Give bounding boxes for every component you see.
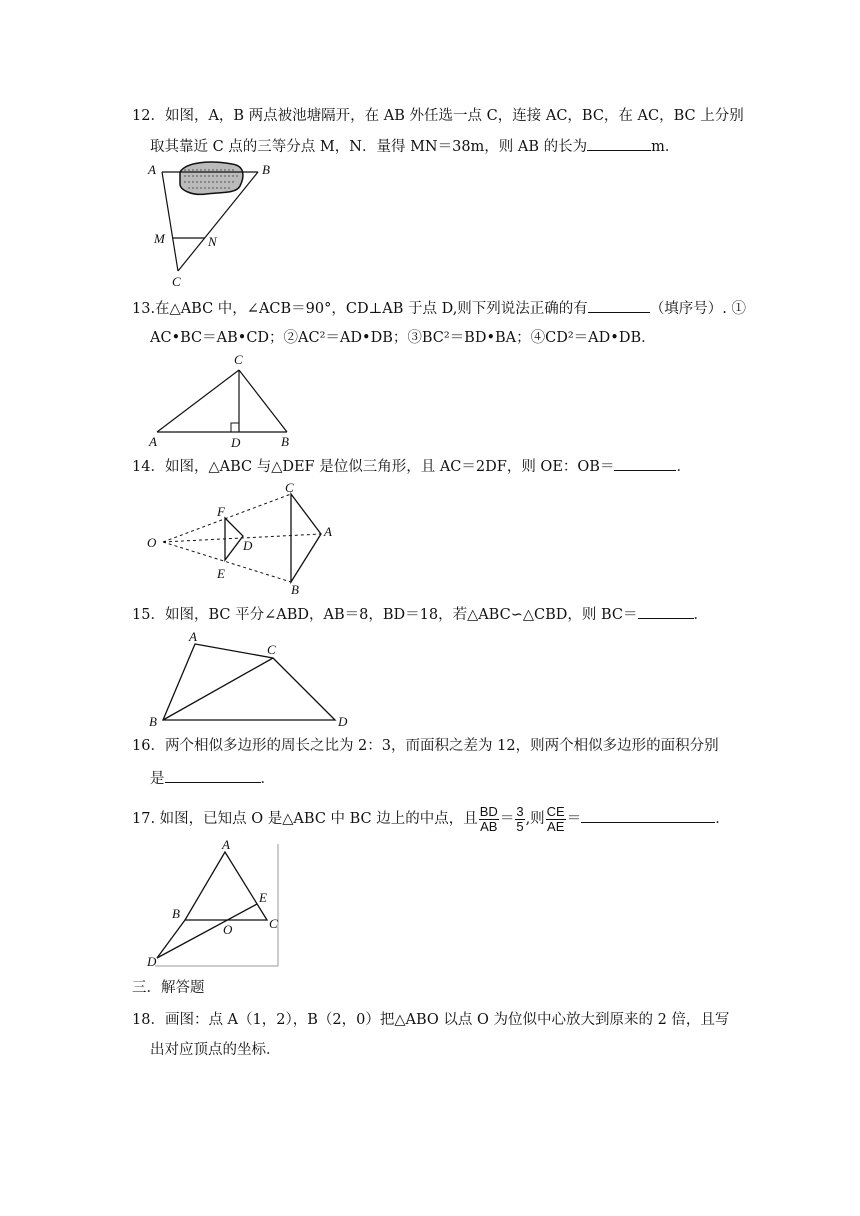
label-C: C [285,480,294,495]
q16-line2-tail: ． [260,771,275,787]
triangle-ABC [185,852,267,920]
frac2-numerator: 3 [516,803,524,819]
q18-line2: 出对应顶点的坐标． [150,1042,281,1058]
q16-line2 [150,768,275,789]
triangle-ABC [291,494,321,582]
label-C: C [172,274,181,289]
label-C: C [269,916,278,931]
q15-line1-text: 15．如图，BC 平分∠ABD，AB＝8，BD＝18，若△ABC∽△CBD，则 BC＝ [132,607,638,623]
q14-line1-tail: ． [676,459,691,475]
frac1-numerator: BD [479,803,498,819]
fraction-CE-AE [546,805,566,834]
label-D: D [338,714,348,729]
segment-AC [162,172,178,271]
q14-answer-blank[interactable] [614,456,676,471]
q16-line1: 16．两个相似多边形的周长之比为 2：3，而面积之差为 12，则两个相似多边形的面积分别 [132,738,719,754]
section-heading: 三．解答题 [132,980,205,996]
q17-text: 17. 如图，已知点 O 是△ABC 中 BC 边上的中点，且 [132,811,478,827]
label-B: B [172,906,180,921]
label-A: A [222,837,230,852]
segment-BC [163,658,273,720]
label-O: O [223,922,233,937]
label-E: E [259,890,267,905]
label-D: D [147,954,157,969]
label-C: C [234,352,243,367]
label-O: O [147,535,157,550]
q13-answer-blank[interactable] [588,298,650,313]
q14-line1 [132,456,691,477]
label-B: B [149,714,157,729]
frac3-numerator: CE [546,803,565,819]
q12-line2-unit: m． [651,139,680,155]
equals-sign-2: ＝ [566,811,582,827]
q12-answer-blank[interactable] [587,136,651,151]
label-B: B [291,582,299,597]
q13-line2: AC•BC＝AB•CD；②AC²＝AD•DB；③BC²＝BD•BA；④CD²＝AD•DB． [150,330,656,346]
label-A: A [324,524,332,539]
q18-line1: 18．画图：点 A（1，2），B（2，0）把△ABO 以点 O 为位似中心放大到原来的 2 倍，且写 [132,1012,730,1028]
frac2-denominator: 5 [516,818,524,834]
label-A: A [149,434,157,449]
fraction-3-5 [515,805,524,834]
frac1-denominator: AB [480,818,498,834]
q15-line1 [132,604,708,625]
label-D: D [231,435,241,450]
quadrilateral-ABDC [163,644,335,720]
label-F: F [217,504,225,519]
q17-end: ． [715,811,730,827]
label-A: A [148,162,156,177]
label-B: B [262,162,270,177]
triangle-DEF [225,518,243,560]
label-E: E [217,566,225,581]
q12-line2 [150,136,679,157]
q13-line1 [132,298,746,319]
frac3-denominator: AE [547,818,565,834]
q17-line1 [132,802,730,836]
q17-comma: ,则 [525,811,545,827]
q16-answer-blank[interactable] [165,768,261,783]
segment-BC [239,370,287,432]
label-A: A [189,629,197,644]
q12-figure [140,156,280,288]
right-angle-mark [231,423,239,432]
q13-line1-text: 13.在△ABC 中，∠ACB＝90°，CD⊥AB 于点 D,则下列说法正确的有 [132,301,588,317]
q15-answer-blank[interactable] [638,604,694,619]
label-C: C [267,642,276,657]
label-B: B [281,434,289,449]
q13-figure [145,352,315,450]
q15-line1-tail: ． [693,607,709,623]
label-M: M [154,231,165,246]
q13-line1-tail: （填序号）. ① [649,301,747,317]
segment-AC [157,370,239,432]
label-D: D [243,538,253,553]
q16-line2-text: 是 [150,771,165,787]
q17-answer-blank[interactable] [581,808,715,823]
q17-figure [145,837,285,970]
fraction-BD-AB [479,805,499,834]
label-N: N [208,234,217,249]
segment-BD [157,920,185,958]
q12-line1: 12．如图，A，B 两点被池塘隔开，在 AB 外任选一点 C，连接 AC，BC，在 AC，BC 上分别 [132,108,744,124]
equals-sign: ＝ [499,811,515,827]
q14-line1-text: 14．如图，△ABC 与△DEF 是位似三角形，且 AC＝2DF，则 OE：OB＝ [132,459,615,475]
q14-figure [145,480,345,597]
pond-shape [180,162,243,194]
q15-figure [145,628,365,732]
q12-line2-text: 取其靠近 C 点的三等分点 M，N．量得 MN＝38m，则 AB 的长为 [150,139,588,155]
